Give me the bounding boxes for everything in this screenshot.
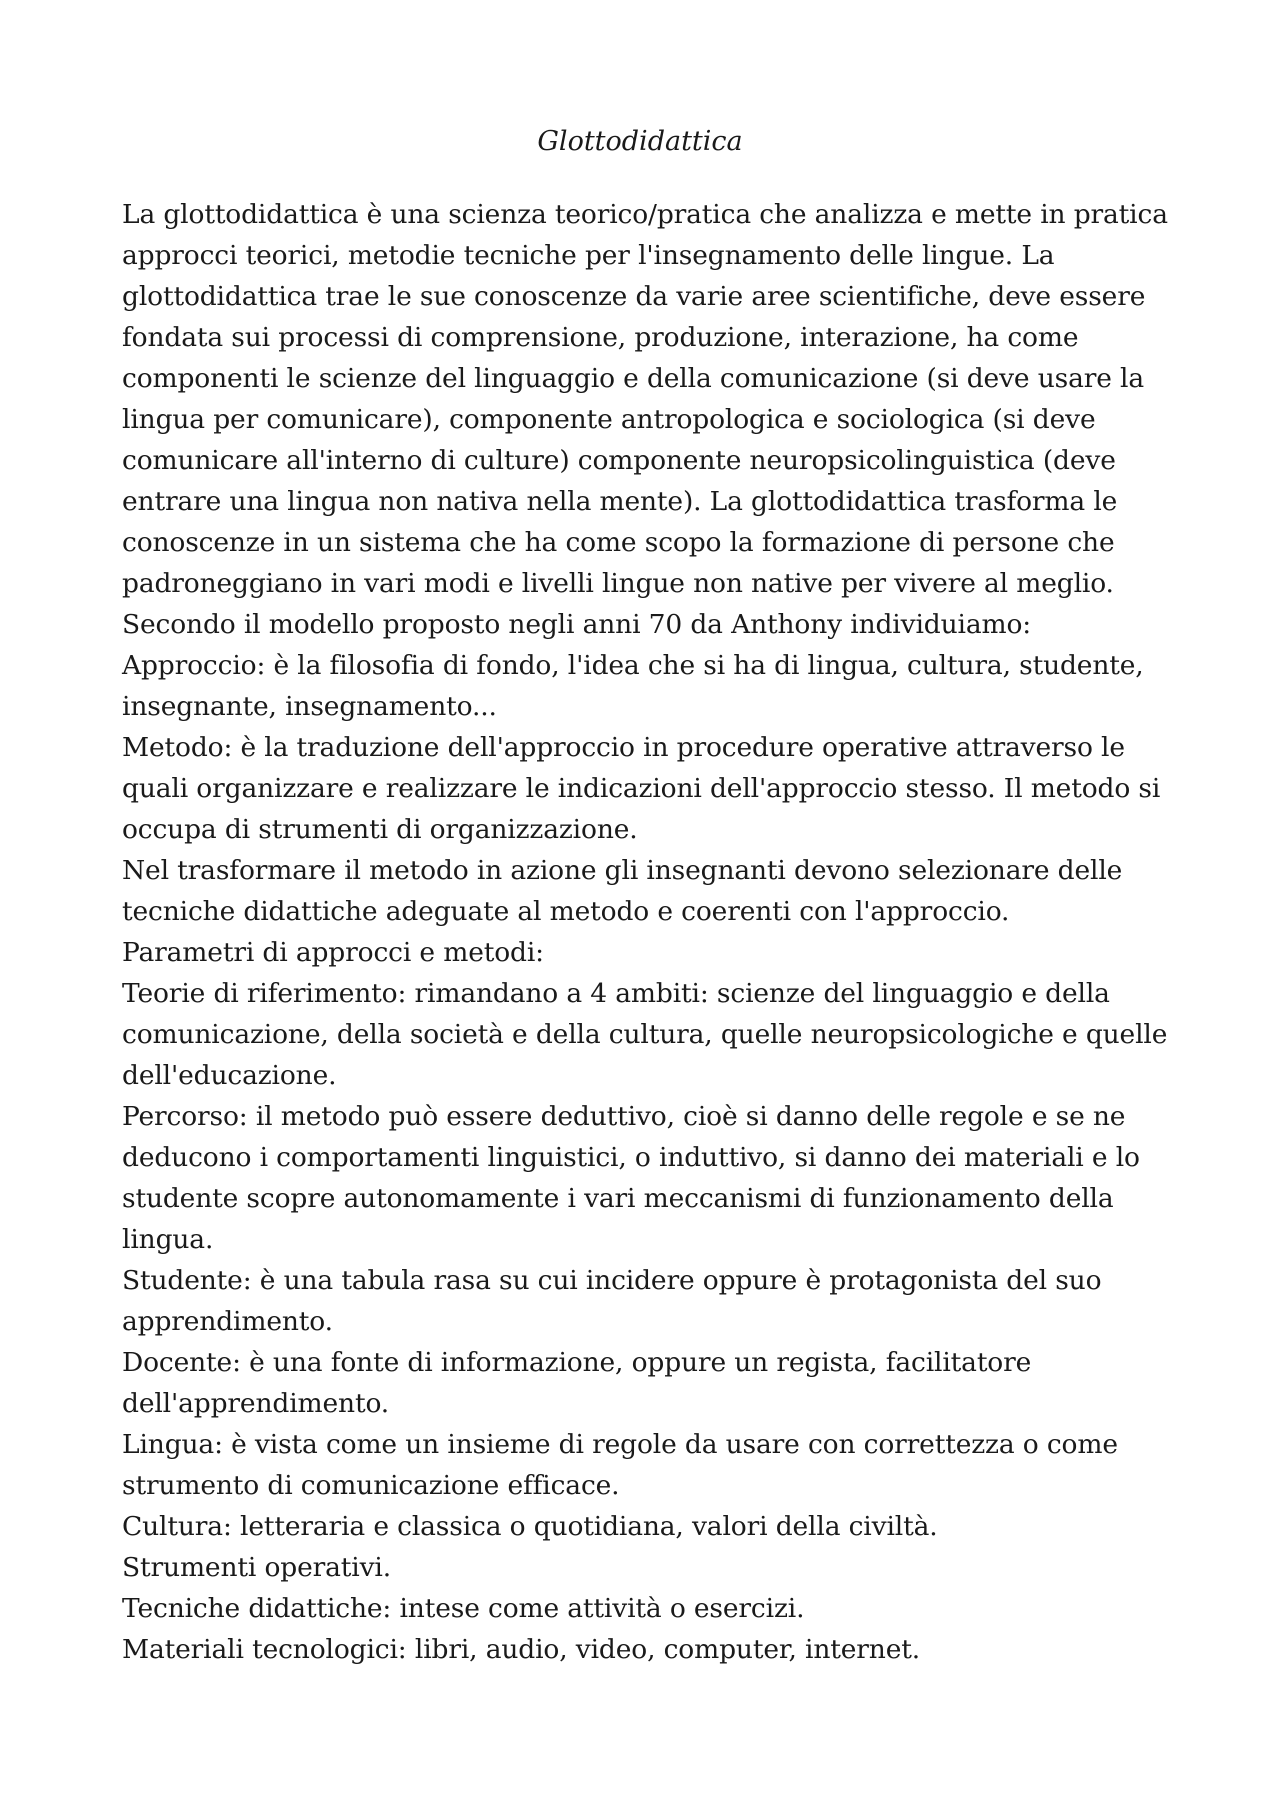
paragraph-approccio: Approccio: è la filosofia di fondo, l'idea che si ha di lingua, cultura, studente, insegnante, insegnamento... [122, 650, 1144, 722]
paragraph-anthony-model: Secondo il modello proposto negli anni 70 da Anthony individuiamo: [122, 609, 1032, 640]
document-title: Glottodidattica [537, 126, 743, 157]
paragraph-parametri: Parametri di approcci e metodi: [122, 937, 544, 968]
paragraph-studente: Studente: è una tabula rasa su cui incidere oppure è protagonista del suo apprendimento. [122, 1265, 1102, 1337]
paragraph-tecniche: Nel trasformare il metodo in azione gli insegnanti devono selezionare delle tecniche didattiche adeguate al metodo e coerenti con l'approccio. [122, 855, 1123, 927]
paragraph-metodo: Metodo: è la traduzione dell'approccio in procedure operative attraverso le quali organizzare e realizzare le indicazioni dell'approccio stesso. Il metodo si occupa di strumenti di organizzazione. [122, 732, 1161, 845]
paragraph-strumenti: Strumenti operativi. [122, 1552, 392, 1583]
paragraph-cultura: Cultura: letteraria e classica o quotidiana, valori della civiltà. [122, 1511, 938, 1542]
paragraph-intro: La glottodidattica è una scienza teorico/pratica che analizza e mette in pratica approcci teorici, metodie tecniche per l'insegnamento delle lingue. La glottodidattica trae le sue conoscenze da varie aree scientifiche, deve essere fondata sui processi di comprensione, produzione, interazione, ha come componenti le scienze del linguaggio e della comunicazione (si deve usare la lingua per comunicare), componente antropologica e sociologica (si deve comunicare all'interno di culture) componente neuropsicolinguistica (deve entrare una lingua non nativa nella mente). La glottodidattica trasforma le conoscenze in un sistema che ha come scopo la formazione di persone che padroneggiano in vari modi e livelli lingue non native per vivere al meglio. [122, 199, 1168, 599]
paragraph-docente: Docente: è una fonte di informazione, oppure un regista, facilitatore dell'apprendimento. [122, 1347, 1032, 1419]
paragraph-materiali: Materiali tecnologici: libri, audio, video, computer, internet. [122, 1634, 921, 1665]
paragraph-percorso: Percorso: il metodo può essere deduttivo, cioè si danno delle regole e se ne deducono i comportamenti linguistici, o induttivo, si danno dei materiali e lo studente scopre autonomamente i vari meccanismi di funzionamento della lingua. [122, 1101, 1140, 1255]
paragraph-lingua: Lingua: è vista come un insieme di regole da usare con correttezza o come strumento di comunicazione efficace. [122, 1429, 1118, 1501]
paragraph-teorie: Teorie di riferimento: rimandano a 4 ambiti: scienze del linguaggio e della comunicazione, della società e della cultura, quelle neuropsicologiche e quelle dell'educazione. [122, 978, 1168, 1091]
paragraph-tecniche-didattiche: Tecniche didattiche: intese come attività o esercizi. [122, 1593, 805, 1624]
document-body [122, 194, 1180, 1670]
